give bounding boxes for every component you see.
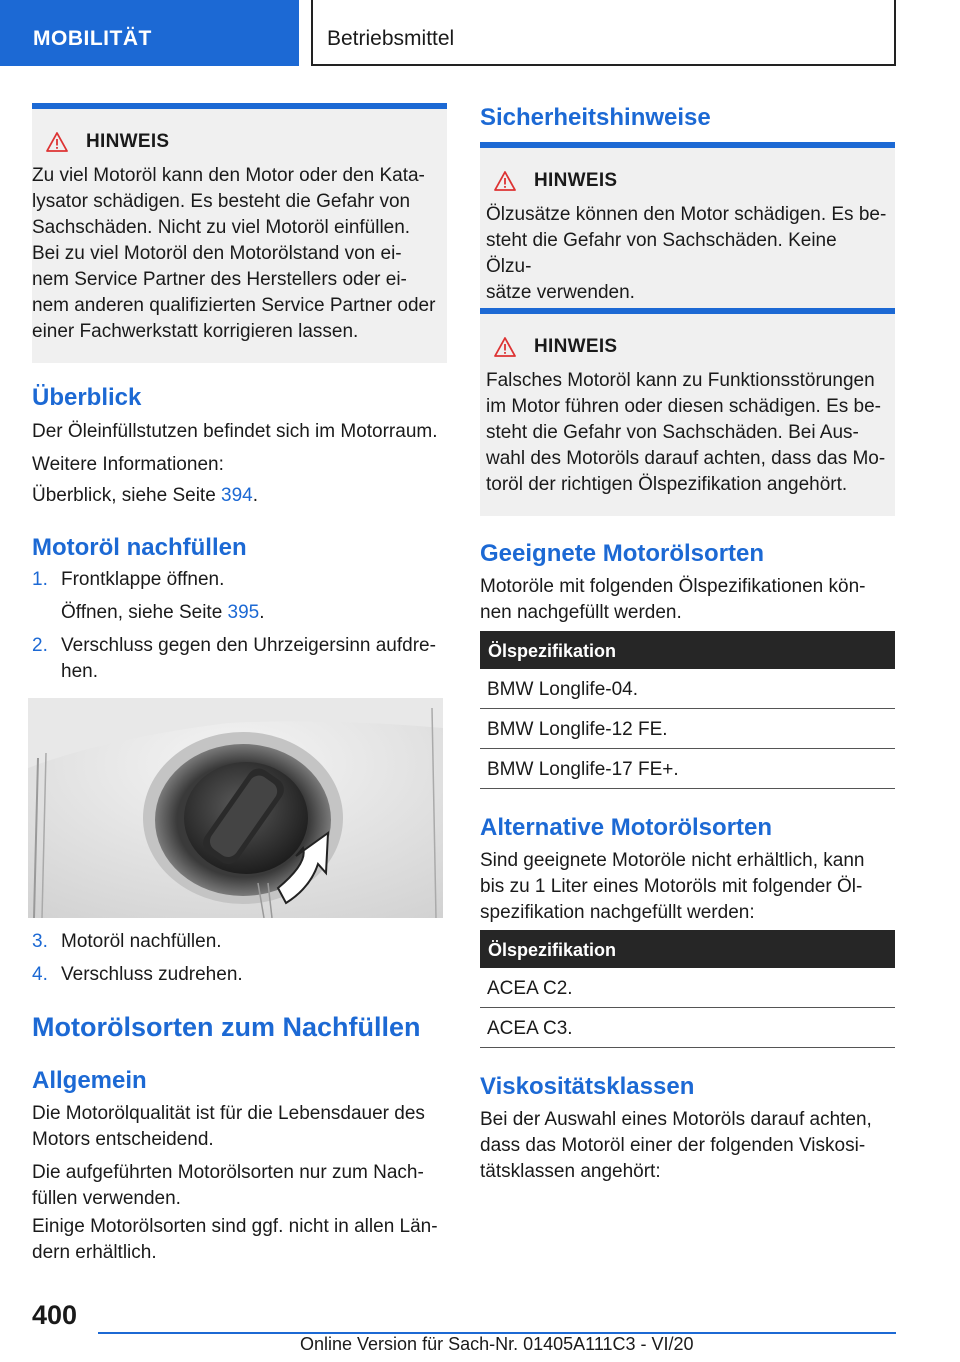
table-row: BMW Longlife-04. — [480, 669, 895, 709]
step-2: 2. Verschluss gegen den Uhrzeigersinn aufdre- hen. — [32, 635, 436, 682]
warning-triangle-icon — [494, 171, 516, 191]
notice-text: Zu viel Motoröl kann den Motor oder den Kata- lysator schädigen. Es besteht die Gefahr von Sachschäden. Nicht zu viel Motoröl einfüllen. Bei zu viel Motoröl den Motorölstand von ei- nem Service Partner des Herstellers oder ei- nem anderen qualifizierten Service Partner oder einer Fachwerkstatt korrigieren lassen. — [32, 165, 436, 342]
step-1: 1. Frontklappe öffnen. — [32, 569, 225, 590]
warning-triangle-icon — [46, 132, 68, 152]
heading-alternative-oils: Alternative Motorölsorten — [480, 814, 773, 841]
heading-overview: Überblick — [32, 384, 142, 411]
footer-version-text: Online Version für Sach-Nr. 01405A111C3 - VI/20 — [300, 1334, 694, 1354]
general-paragraph-1: Die Motorölqualität ist für die Lebensdauer des Motors entscheidend. — [32, 1103, 425, 1150]
step-3: 3. Motoröl nachfüllen. — [32, 931, 222, 952]
notice-title: HINWEIS — [534, 336, 618, 357]
heading-suitable-oils: Geeignete Motorölsorten — [480, 540, 765, 567]
table-row: BMW Longlife-17 FE+. — [480, 749, 895, 789]
notice-title: HINWEIS — [534, 170, 618, 191]
heading-safety: Sicherheitshinweise — [480, 104, 711, 131]
suitable-oils-table — [480, 631, 895, 789]
table-header: Ölspezifikation — [480, 631, 895, 669]
oil-filler-cap-photo — [28, 698, 443, 918]
section-tab: MOBILITÄT — [0, 0, 299, 66]
notice-box-additives — [480, 142, 895, 324]
step-1-reference: Öffnen, siehe Seite 395. — [61, 602, 265, 623]
page-link-394[interactable]: 394 — [221, 485, 253, 506]
notice-text: Falsches Motoröl kann zu Funktionsstörungen im Motor führen oder diesen schädigen. Es be- steht die Gefahr von Sachschäden. Bei Aus- wahl des Motoröls darauf achten, dass das Mo- toröl der richtigen Ölspezifikation angehört. — [486, 370, 886, 495]
page-header — [0, 0, 960, 66]
heading-general: Allgemein — [32, 1067, 147, 1094]
heading-refill: Motoröl nachfüllen — [32, 534, 247, 561]
warning-triangle-icon — [494, 337, 516, 357]
chapter-title: Betriebsmittel — [311, 0, 896, 66]
viscosity-text: Bei der Auswahl eines Motoröls darauf achten, dass das Motoröl einer der folgenden Viskosi- tätsklassen angehört: — [480, 1109, 872, 1182]
table-row: ACEA C2. — [480, 968, 895, 1008]
overview-text: Der Öleinfüllstutzen befindet sich im Motorraum. — [32, 421, 438, 442]
notice-box-wrong-oil — [480, 308, 895, 516]
notice-title: HINWEIS — [86, 131, 170, 152]
table-header: Ölspezifikation — [480, 930, 895, 968]
alternative-oils-table — [480, 930, 895, 1048]
notice-box-oil-overfill — [32, 103, 447, 363]
more-info-label: Weitere Informationen: — [32, 454, 224, 475]
general-paragraph-2: Die aufgeführten Motorölsorten nur zum Nach- füllen verwenden. — [32, 1162, 424, 1209]
step-4: 4. Verschluss zudrehen. — [32, 964, 243, 985]
heading-viscosity: Viskositätsklassen — [480, 1073, 695, 1100]
alternative-oils-text: Sind geeignete Motoröle nicht erhältlich, kann bis zu 1 Liter eines Motoröls mit folgender Öl- spezifikation nachgefüllt werden: — [480, 850, 865, 923]
heading-oil-types: Motorölsorten zum Nachfüllen — [32, 1012, 421, 1042]
page-number: 400 — [32, 1300, 78, 1330]
suitable-oils-text: Motoröle mit folgenden Ölspezifikationen kön- nen nachgefüllt werden. — [480, 576, 866, 623]
table-row: ACEA C3. — [480, 1008, 895, 1048]
notice-text: Ölzusätze können den Motor schädigen. Es be- steht die Gefahr von Sachschäden. Keine Ölzu- sätze verwenden. — [486, 204, 887, 303]
table-row: BMW Longlife-12 FE. — [480, 709, 895, 749]
overview-reference: Überblick, siehe Seite 394. — [32, 485, 259, 506]
page-link-395[interactable]: 395 — [227, 602, 260, 623]
general-paragraph-3: Einige Motorölsorten sind ggf. nicht in allen Län- dern erhältlich. — [32, 1216, 438, 1263]
